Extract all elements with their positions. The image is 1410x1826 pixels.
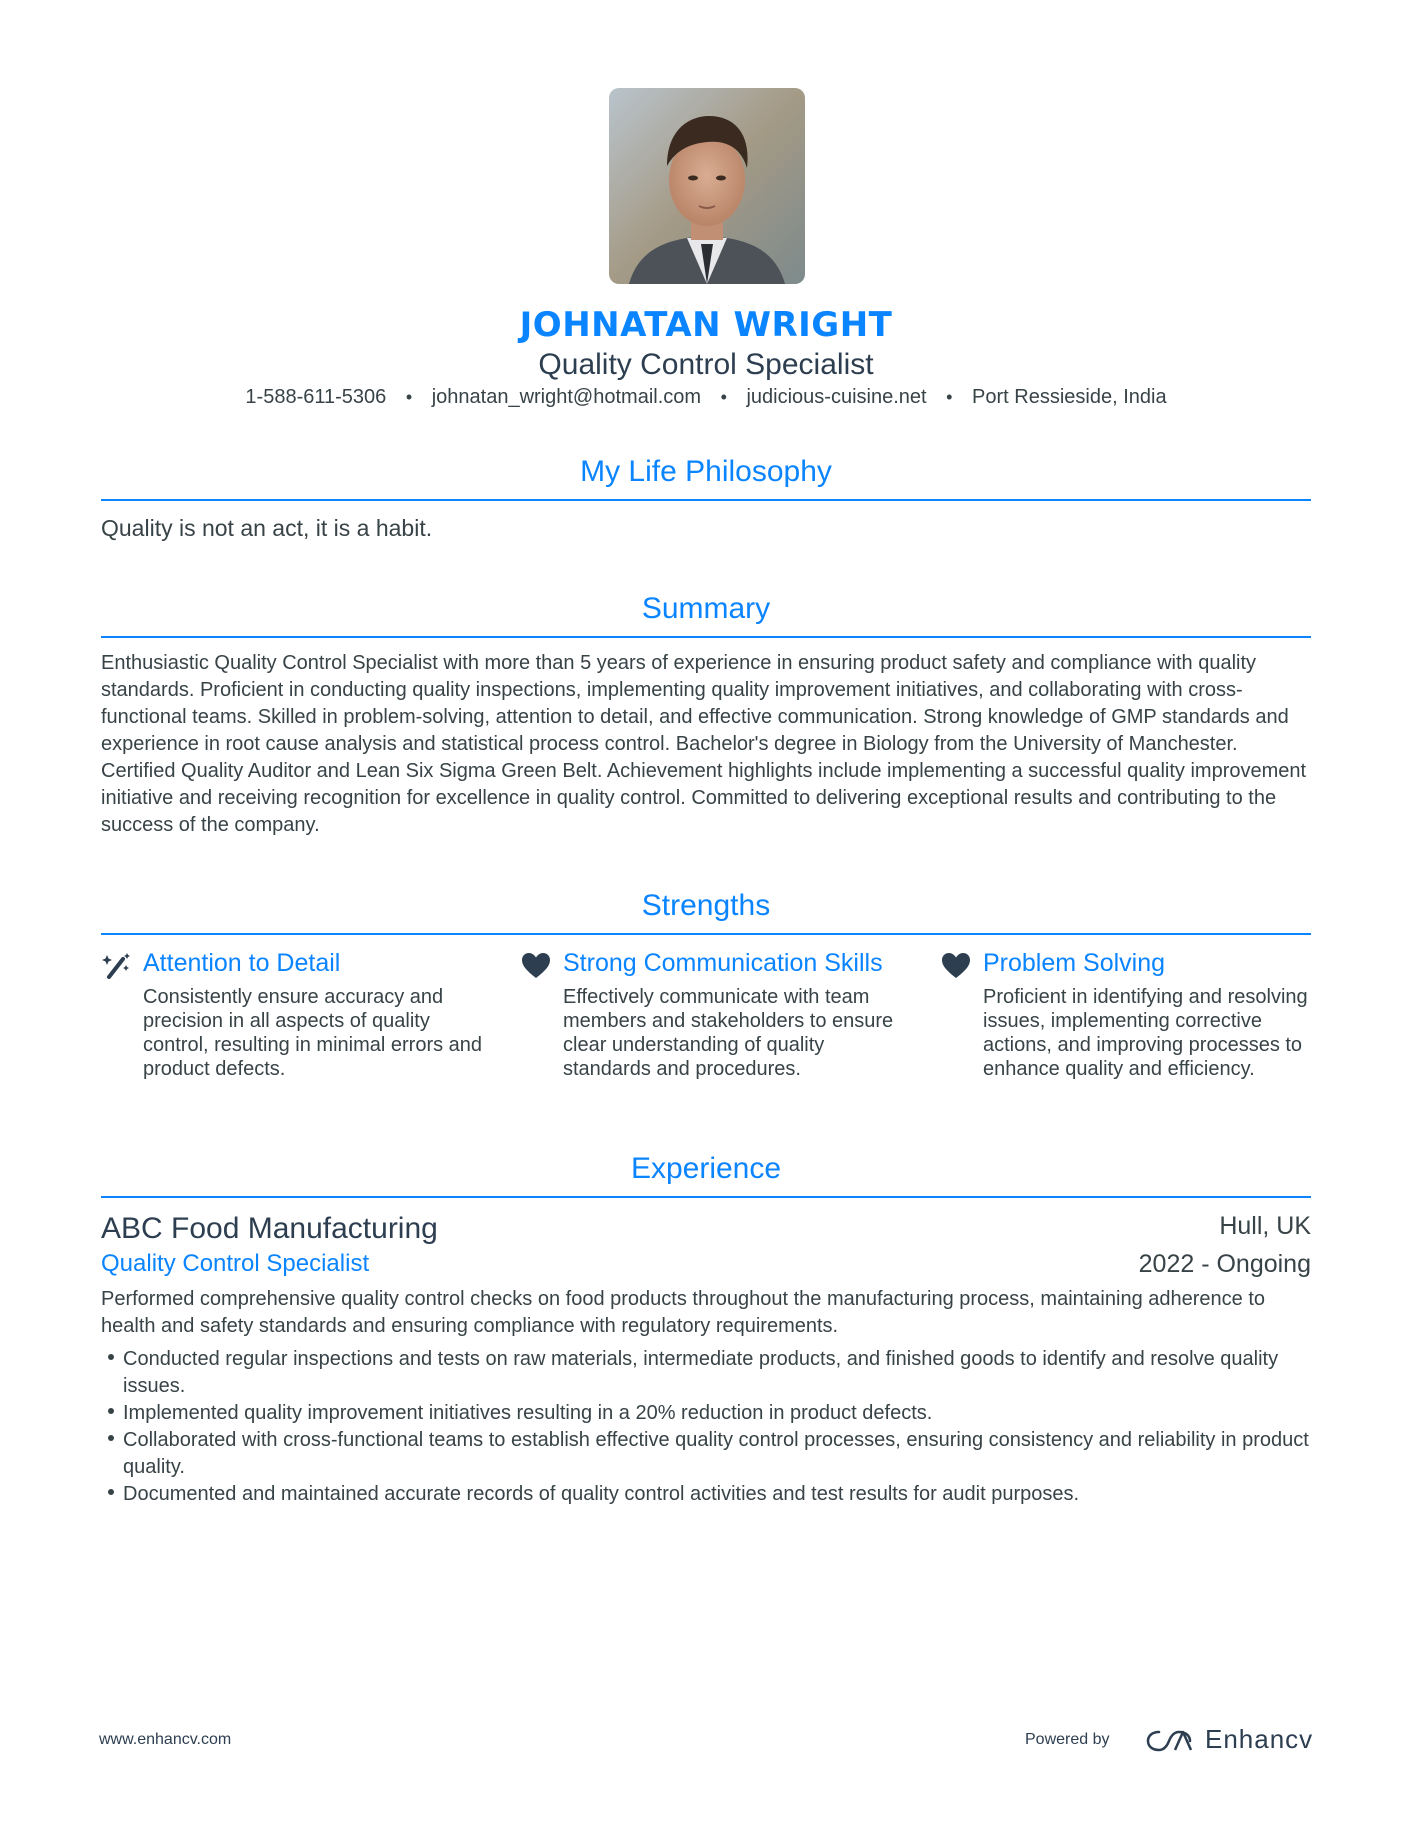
profile-photo-image xyxy=(609,88,805,284)
strength-title: Strong Communication Skills xyxy=(563,949,883,977)
heart-icon xyxy=(941,951,971,981)
job-description: Performed comprehensive quality control checks on food products throughout the manufacturing process, maintaining adherence to health and safety standards and ensuring compliance with regulatory requirements. xyxy=(101,1288,1266,1337)
list-item: Collaborated with cross-functional teams to establish effective quality control processes, ensuring consistency and reliability in product quality. xyxy=(101,1427,1311,1481)
philosophy-section xyxy=(101,453,1311,542)
website-link[interactable]: judicious-cuisine.net xyxy=(746,386,927,408)
job-dates: 2022 - Ongoing xyxy=(1138,1250,1311,1278)
job-bullets xyxy=(101,1346,1311,1508)
separator-dot: • xyxy=(946,387,953,407)
experience-heading: Experience xyxy=(101,1150,1311,1198)
powered-by-label: Powered by xyxy=(1025,1731,1110,1748)
email-address[interactable]: johnatan_wright@hotmail.com xyxy=(431,386,702,408)
strength-title: Problem Solving xyxy=(983,949,1166,977)
philosophy-quote: Quality is not an act, it is a habit. xyxy=(101,515,433,541)
location: Port Ressieside, India xyxy=(972,386,1167,408)
job-location: Hull, UK xyxy=(1219,1212,1311,1240)
summary-text: Enthusiastic Quality Control Specialist with more than 5 years of experience in ensuring product safety and compliance with quality standards. Proficient in conducting quality inspections, implementing quality improvement initiatives, and collaborating with cross-functional teams. Skilled in problem-solving, attention to detail, and effective communication. Strong knowledge of GMP standards and experience in root cause analysis and statistical process control. Bachelor's degree in Biology from the University of Manchester. Certified Quality Auditor and Lean Six Sigma Green Belt. Achievement highlights include implementing a successful quality improvement initiative and receiving recognition for excellence in quality control. Committed to delivering exceptional results and contributing to the success of the company. xyxy=(101,652,1307,836)
experience-entry xyxy=(101,1212,1311,1508)
separator-dot: • xyxy=(405,387,413,407)
profile-photo xyxy=(609,88,805,284)
enhancv-logo-icon[interactable] xyxy=(1145,1728,1193,1754)
strength-description: Proficient in identifying and resolving issues, implementing corrective actions, and improving processes to enhance quality and efficiency. xyxy=(983,986,1308,1080)
strength-title: Attention to Detail xyxy=(143,949,341,977)
contact-line xyxy=(101,386,1311,409)
strength-description: Consistently ensure accuracy and precision in all aspects of quality control, resulting in minimal errors and product defects. xyxy=(143,986,483,1080)
brand-name: Enhancv xyxy=(1205,1724,1314,1754)
summary-heading: Summary xyxy=(101,590,1311,638)
summary-section xyxy=(101,590,1311,839)
strengths-list xyxy=(101,935,1311,1105)
separator-dot: • xyxy=(720,387,727,407)
list-item: Documented and maintained accurate records of quality control activities and test results for audit purposes. xyxy=(101,1481,1311,1508)
phone-number[interactable]: 1-588-611-5306 xyxy=(245,386,387,408)
job-role: Quality Control Specialist xyxy=(101,1250,370,1277)
philosophy-heading: My Life Philosophy xyxy=(101,453,1311,501)
strength-description: Effectively communicate with team members and stakeholders to ensure clear understanding of quality standards and procedures. xyxy=(563,986,894,1080)
candidate-name: JOHNATAN WRIGHT xyxy=(519,305,893,345)
heart-icon xyxy=(521,951,551,981)
company-name: ABC Food Manufacturing xyxy=(101,1212,438,1245)
magic-wand-icon xyxy=(101,951,131,981)
list-item: Conducted regular inspections and tests on raw materials, intermediate products, and finished goods to identify and resolve quality issues. xyxy=(101,1346,1311,1400)
strengths-heading: Strengths xyxy=(101,887,1311,935)
strengths-section xyxy=(101,887,1311,1105)
footer-website[interactable]: www.enhancv.com xyxy=(99,1731,232,1748)
candidate-title: Quality Control Specialist xyxy=(538,348,874,381)
list-item: Implemented quality improvement initiatives resulting in a 20% reduction in product defects. xyxy=(101,1400,1311,1427)
experience-section xyxy=(101,1150,1311,1508)
